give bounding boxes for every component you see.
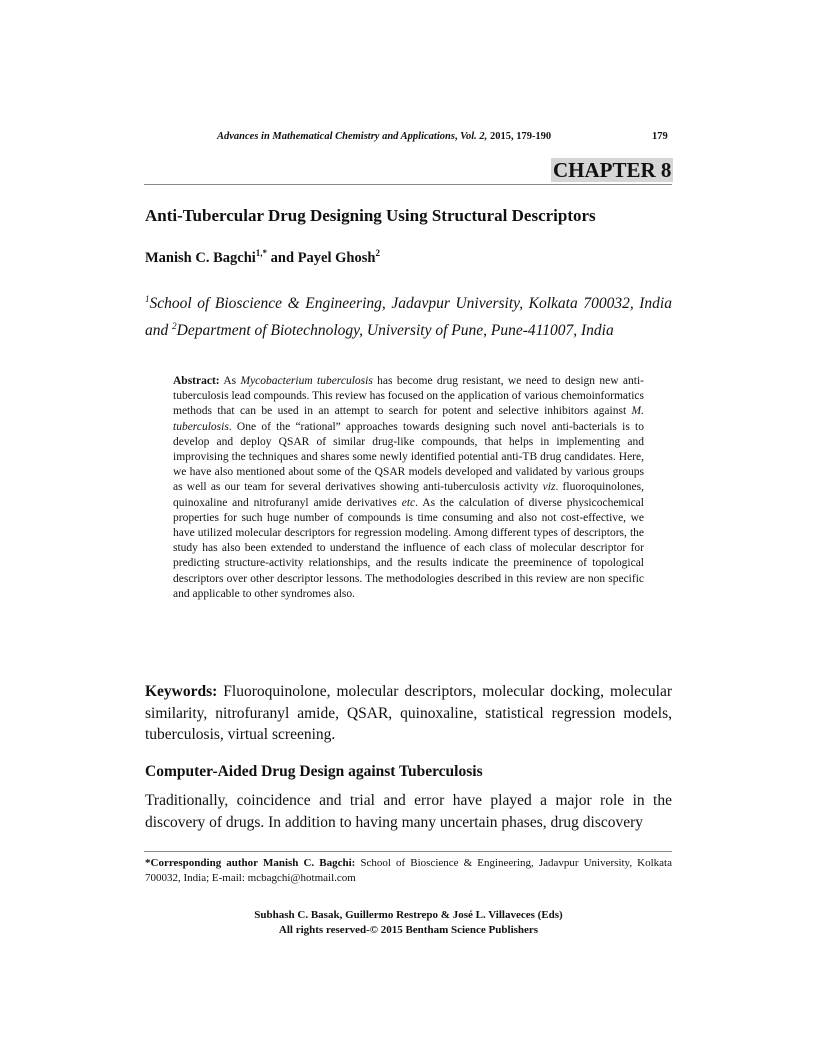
affiliations: $^1$School of Bioscience & Engineering, Jadavpur University, Kolkata 700032, India and $^2$Department of Biotechnology, University of Pune, Pune-411007, India	[145, 294, 672, 340]
editors-line: Subhash C. Basak, Guillermo Restrepo & José L. Villaveces (Eds)	[254, 909, 563, 921]
journal-pages: 179-190	[516, 131, 552, 142]
publisher-info	[145, 908, 672, 937]
journal-volume: Vol. 2,	[460, 131, 488, 142]
author-affiliation-mark: 2	[375, 248, 380, 258]
keywords-label: Keywords:	[145, 683, 218, 700]
journal-year: 2015,	[489, 131, 514, 142]
running-header: Advances in Mathematical Chemistry and Applications, Vol. 2, 2015, 179-190	[217, 131, 552, 142]
header-divider	[144, 184, 672, 185]
chapter-label: CHAPTER 8	[553, 158, 672, 182]
abstract-label: Abstract:	[173, 375, 220, 387]
keywords: Keywords: Fluoroquinolone, molecular descriptors, molecular docking, molecular similarity, nitrofuranyl amide, QSAR, quinoxaline, statistical regression models, tuberculosis, virtual screening.	[145, 683, 672, 743]
author-name: Payel Ghosh	[297, 249, 376, 266]
author-list: Manish C. Bagchi$^{1,*}$ and Payel Ghosh$^2$	[145, 248, 380, 266]
author-name: Manish C. Bagchi	[145, 249, 256, 266]
journal-name: Advances in Mathematical Chemistry and Applications	[217, 131, 455, 142]
author-affiliation-mark: 1,*	[255, 248, 268, 258]
paper-title: Anti-Tubercular Drug Designing Using Structural Descriptors	[145, 206, 596, 225]
section-heading: Computer-Aided Drug Design against Tuberculosis	[145, 763, 483, 780]
page-number: 179	[652, 131, 668, 142]
abstract: Abstract: As Mycobacterium tuberculosis has become drug resistant, we need to design new anti-tuberculosis lead compounds. This review has focused on the application of various chemoinformatics methods that can be used in an attempt to search for potent and selective inhibitors against M. tuberculosis. One of the “rational” approaches towards designing such novel anti-bacterials is to develop and deploy QSAR of similar drug-like compounds, that helps in implementing and improvising the techniques and shares some newly identified potential anti-TB drug candidates. Here, we have also mentioned about some of the QSAR models developed and validated by various groups as well as our team for several derivatives showing anti-tuberculosis activity viz. fluoroquinolones, quinoxaline and nitrofuranyl amide derivatives etc. As the calculation of diverse physicochemical properties for such huge number of compounds is time consuming and also not cost-effective, we have utilized molecular descriptors for regression modeling. Among different types of descriptors, the study has also been extended to understand the influence of each class of molecular descriptor for predicting structure-activity relationships, and the results indicate the preeminence of topological descriptors over other descriptor lessons. The methodologies described in this review are non specific and applicable to other syndromes also.	[173, 375, 644, 600]
corresponding-author-footnote: *Corresponding author Manish C. Bagchi: School of Bioscience & Engineering, Jadavpur University, Kolkata 700032, India; E-mail: mcbagchi@hotmail.com	[145, 857, 672, 884]
rights-line: All rights reserved-© 2015 Bentham Science Publishers	[278, 923, 539, 936]
body-paragraph: Traditionally, coincidence and trial and error have played a major role in the discovery of drugs. In addition to having many uncertain phases, drug discovery	[145, 792, 672, 831]
footnote-divider	[144, 851, 672, 852]
